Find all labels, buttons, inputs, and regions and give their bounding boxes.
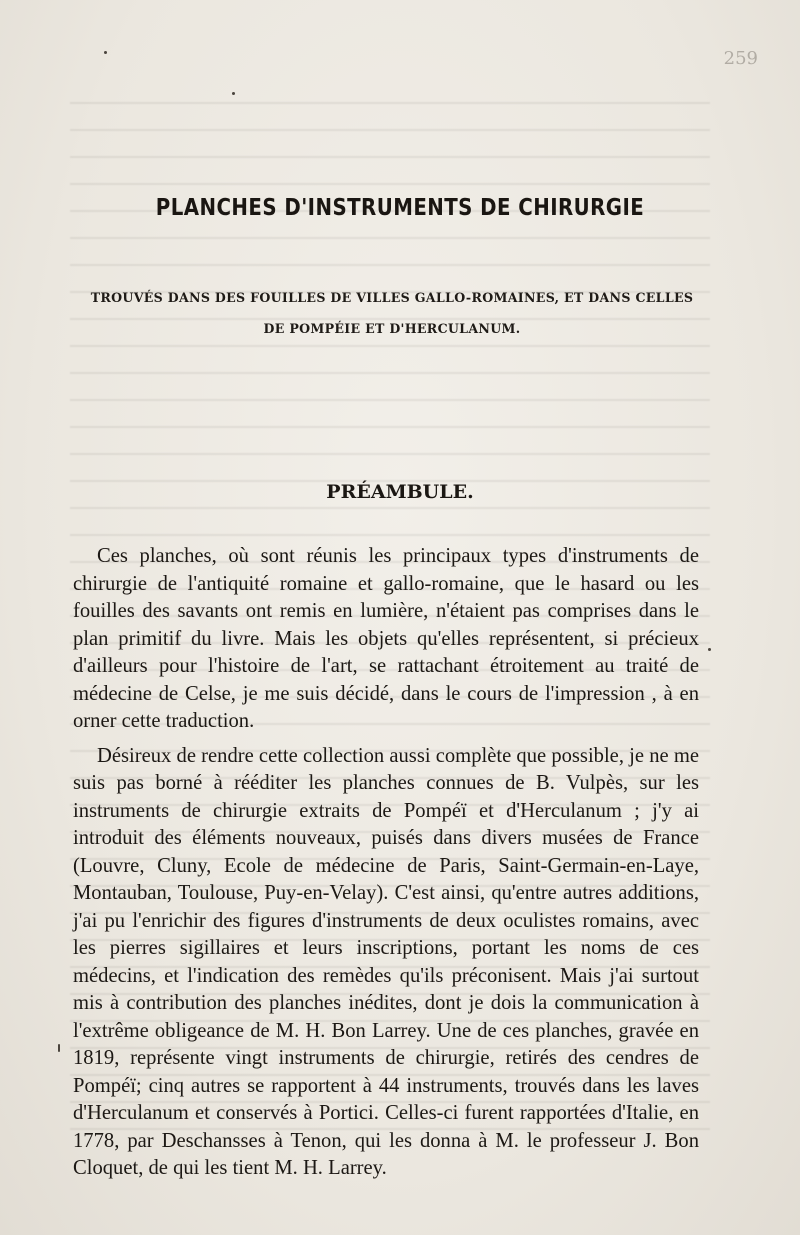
page-title: PLANCHES D'INSTRUMENTS DE CHIRURGIE [155, 195, 645, 221]
body-text [73, 543, 699, 1183]
paragraph-1: Ces planches, où sont réunis les principaux types d'instruments de chirurgie de l'antiquité romaine et gallo-romaine, que le hasard ou les fouilles des savants ont remis en lumière, n'étaient pas comprises dans le plan primitif du livre. Mais les objets qu'elles représentent, si précieux d'ailleurs pour l'histoire de l'art, se rattachant étroitement au traité de médecine de Celse, je me suis décidé, dans le cours de l'impression , à en orner cette traduction. [73, 545, 699, 732]
paragraph-2: Désireux de rendre cette collection aussi complète que possible, je ne me suis pas borné à rééditer les planches connues de B. Vulpès, sur les instruments de chirurgie extraits de Pompéï et d'Herculanum ; j'y ai introduit des éléments nouveaux, puisés dans divers musées de France (Louvre, Cluny, Ecole de médecine de Paris, Saint-Germain-en-Laye, Montauban, Toulouse, Puy-en-Velay). C'est ainsi, qu'entre autres additions, j'ai pu l'enrichir des figures d'instruments de deux oculistes romains, avec les pierres sigillaires et leurs inscriptions, portant les noms de ces médecins, et l'indication des remèdes qu'ils préconisent. Mais j'ai surtout mis à contribution des planches inédites, dont je dois la communication à l'extrême obligeance de M. H. Bon Larrey. Une de ces planches, gravée en 1819, représente vingt instruments de chirurgie, retirés des cendres de Pompéï; cinq autres se rapportent à 44 instruments, trouvés dans les laves d'Herculanum et conservés à Portici. Celles-ci furent rapportées d'Italie, en 1778, par Deschansses à Tenon, qui les donna à M. le professeur J. Bon Cloquet, de qui les tient M. H. Larrey. [73, 744, 699, 1179]
page-subtitle: TROUVÉS DANS DES FOUILLES DE VILLES GALLO-ROMAINES, ET DANS CELLES DE POMPÉIE ET D'HERCULANUM. [90, 290, 694, 336]
page-number: 259 [723, 48, 758, 69]
paper-speck [104, 51, 107, 54]
paper-speck [708, 648, 711, 651]
paper-speck [232, 92, 235, 95]
section-heading: PRÉAMBULE. [326, 481, 474, 503]
paper-speck [58, 1044, 60, 1052]
